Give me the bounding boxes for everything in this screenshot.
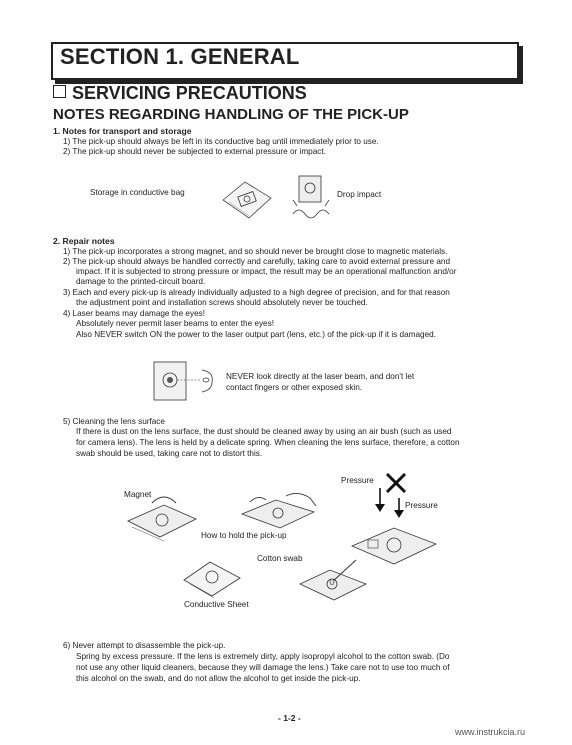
cotton-swab-illustration — [296, 560, 370, 604]
magnet-label: Magnet — [124, 490, 152, 499]
transport-heading: 1. Notes for transport and storage — [53, 126, 192, 136]
pressure-label-1: Pressure — [341, 476, 374, 485]
laser-note-line-1: NEVER look directly at the laser beam, and don't let — [226, 372, 415, 381]
repair-line-8: Absolutely never permit laser beams to enter the eyes! — [76, 319, 274, 328]
laser-note-line-2: contact fingers or other exposed skin. — [226, 383, 363, 392]
repair-line-1: 1) The pick-up incorporates a strong magnet, and so should never be brought close to magnetic materials. — [63, 247, 448, 256]
subsection-title — [53, 83, 307, 104]
magnet-pickup-illustration — [124, 493, 198, 541]
transport-item-2: 2) The pick-up should never be subjected to external pressure or impact. — [63, 147, 326, 156]
disassemble-line-4: this alcohol on the swab, and do not allow the alcohol to get inside the pick-up. — [76, 674, 361, 683]
pressure-forbidden-illustration — [373, 472, 409, 520]
transport-item-1: 1) The pick-up should always be left in its conductive bag until immediately prior to use. — [63, 137, 379, 146]
repair-line-2: 2) The pick-up should always be handled correctly and carefully, taking care to avoid external pressure and — [63, 257, 450, 266]
repair-line-6: the adjustment point and installation screws should absolutely never be touched. — [76, 298, 368, 307]
watermark: www.instrukcia.ru — [455, 727, 526, 737]
drop-impact-illustration — [289, 172, 335, 222]
repair-line-5: 3) Each and every pick-up is already individually adjusted to a high degree of precision, and for that reason — [63, 288, 450, 297]
cleaning-line-4: swab should be used, taking care not to distort this. — [76, 449, 263, 458]
hold-pickup-illustration — [236, 488, 322, 532]
repair-heading: 2. Repair notes — [53, 236, 115, 246]
conductive-sheet-illustration — [180, 550, 244, 600]
disassemble-line-1: 6) Never attempt to disassemble the pick-up. — [63, 641, 226, 650]
laser-eye-illustration — [150, 356, 222, 406]
drop-impact-label: Drop impact — [337, 190, 382, 199]
disassemble-line-2: Spring by excess pressure. If the lens is extremely dirty, apply isopropyl alcohol to the cotton swab. (Do — [76, 652, 450, 661]
disassemble-line-3: not use any other liquid cleaners, because they will damage the lens.) Take care not to use too much of — [76, 663, 450, 672]
repair-line-7: 4) Laser beams may damage the eyes! — [63, 309, 205, 318]
notes-title: NOTES REGARDING HANDLING OF THE PICK-UP — [53, 106, 409, 123]
cleaning-line-3: for camera lens). The lens is held by a delicate spring. When cleaning the lens surface, therefore, a cotton — [76, 438, 460, 447]
conductive-sheet-label: Conductive Sheet — [184, 600, 249, 609]
pressure-label-2: Pressure — [405, 501, 438, 510]
repair-line-3: impact. If it is subjected to strong pressure or impact, the result may be an operational malfunction and/or — [76, 267, 457, 276]
section-title: SECTION 1. GENERAL — [60, 44, 300, 69]
cotton-swab-label: Cotton swab — [257, 554, 303, 563]
repair-line-9: Also NEVER switch ON the power to the laser output part (lens, etc.) of the pick-up if it is damaged. — [76, 330, 436, 339]
page-number: - 1-2 - — [278, 713, 301, 723]
cleaning-line-1: 5) Cleaning the lens surface — [63, 417, 165, 426]
conductive-bag-illustration — [215, 176, 275, 224]
subsection-title-text: SERVICING PRECAUTIONS — [72, 83, 307, 103]
storage-label: Storage in conductive bag — [90, 188, 185, 197]
cleaning-line-2: If there is dust on the lens surface, the dust should be cleaned away by using an air bush (such as used — [76, 427, 452, 436]
repair-line-4: damage to the printed-circuit board. — [76, 277, 206, 286]
checkbox-icon — [53, 85, 66, 98]
hold-pickup-label: How to hold the pick-up — [201, 531, 287, 540]
